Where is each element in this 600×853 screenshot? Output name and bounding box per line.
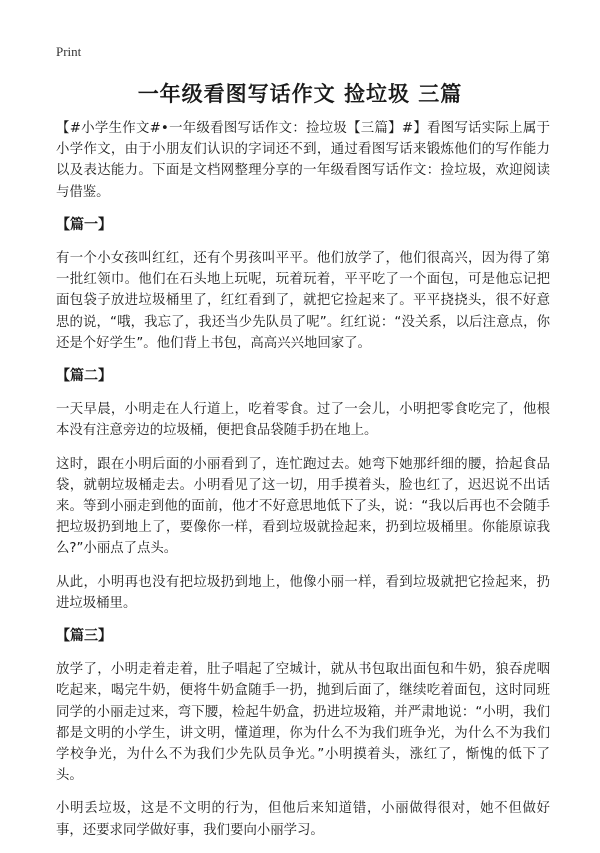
print-label: Print (56, 44, 82, 59)
section-2-paragraph-2: 这时，跟在小明后面的小丽看到了，连忙跑过去。她弯下她那纤细的腰，拾起食品袋，就朝垃圾桶走去。小明看见了这一切，用手摸着头，脸也红了，迟迟说不出话来。等到小丽走到他的面前，他才不好意思地低下了头，说：“我以后再也不会随手把垃圾扔到地上了，要像你一样，看到垃圾就捡起来，扔到垃圾桶里。你能原谅我么?”小丽点了点头。 (56, 456, 550, 557)
section-heading-1: 【篇一】 (56, 216, 112, 233)
section-2-paragraph-1: 一天早晨，小明走在人行道上，吃着零食。过了一会儿，小明把零食吃完了，他根本没有注意旁边的垃圾桶，便把食品袋随手扔在地上。 (56, 402, 550, 439)
document-title: 一年级看图写话作文 捡垃圾 三篇 (137, 82, 463, 106)
section-3-paragraph-2: 小明丢垃圾，这是不文明的行为，但他后来知道错，小丽做得很对，她不但做好事，还要求同学做好事，我们要向小丽学习。 (56, 801, 550, 838)
document-body (56, 118, 550, 853)
section-2-paragraph-3: 从此，小明再也没有把垃圾扔到地上，他像小丽一样，看到垃圾就把它捡起来，扔进垃圾桶里。 (56, 574, 550, 611)
section-3-paragraph-1: 放学了，小明走着走着，肚子唱起了空城计，就从书包取出面包和牛奶，狼吞虎咽吃起来，喝完牛奶，便将牛奶盒随手一扔，抛到后面了，继续吃着面包，这时同班同学的小丽走过来，弯下腰，检起牛奶盒，扔进垃圾箱，并严肃地说：“小明，我们都是文明的小学生，讲文明，懂道理，你为什么不为我们班争光，为什么不为我们学校争光，为什么不为我们少先队员争光。”小明摸着头，涨红了，惭愧的低下了头。 (56, 662, 550, 784)
intro-paragraph: 【#小学生作文#•一年级看图写话作文：捡垃圾【三篇】#】看图写话实际上属于小学作文，由于小朋友们认识的字词还不到，通过看图写话来锻炼他们的写作能力以及表达能力。下面是文档网整理分享的一年级看图写话作文：捡垃圾，欢迎阅读与借鉴。 (56, 121, 550, 200)
section-heading-3: 【篇三】 (56, 628, 112, 645)
section-1-paragraph-1: 有一个小女孩叫红红，还有个男孩叫平平。他们放学了，他们很高兴，因为得了第一批红领巾。他们在石头地上玩呢，玩着玩着，平平吃了一个面包，可是他忘记把面包袋子放进垃圾桶里了，红红看到了，就把它捡起来了。平平挠挠头，很不好意思的说，“哦，我忘了，我还当少先队员了呢”。红红说：“没关系，以后注意点，你还是个好学生”。他们背上书包，高高兴兴地回家了。 (56, 251, 550, 351)
section-heading-2: 【篇二】 (56, 368, 112, 385)
